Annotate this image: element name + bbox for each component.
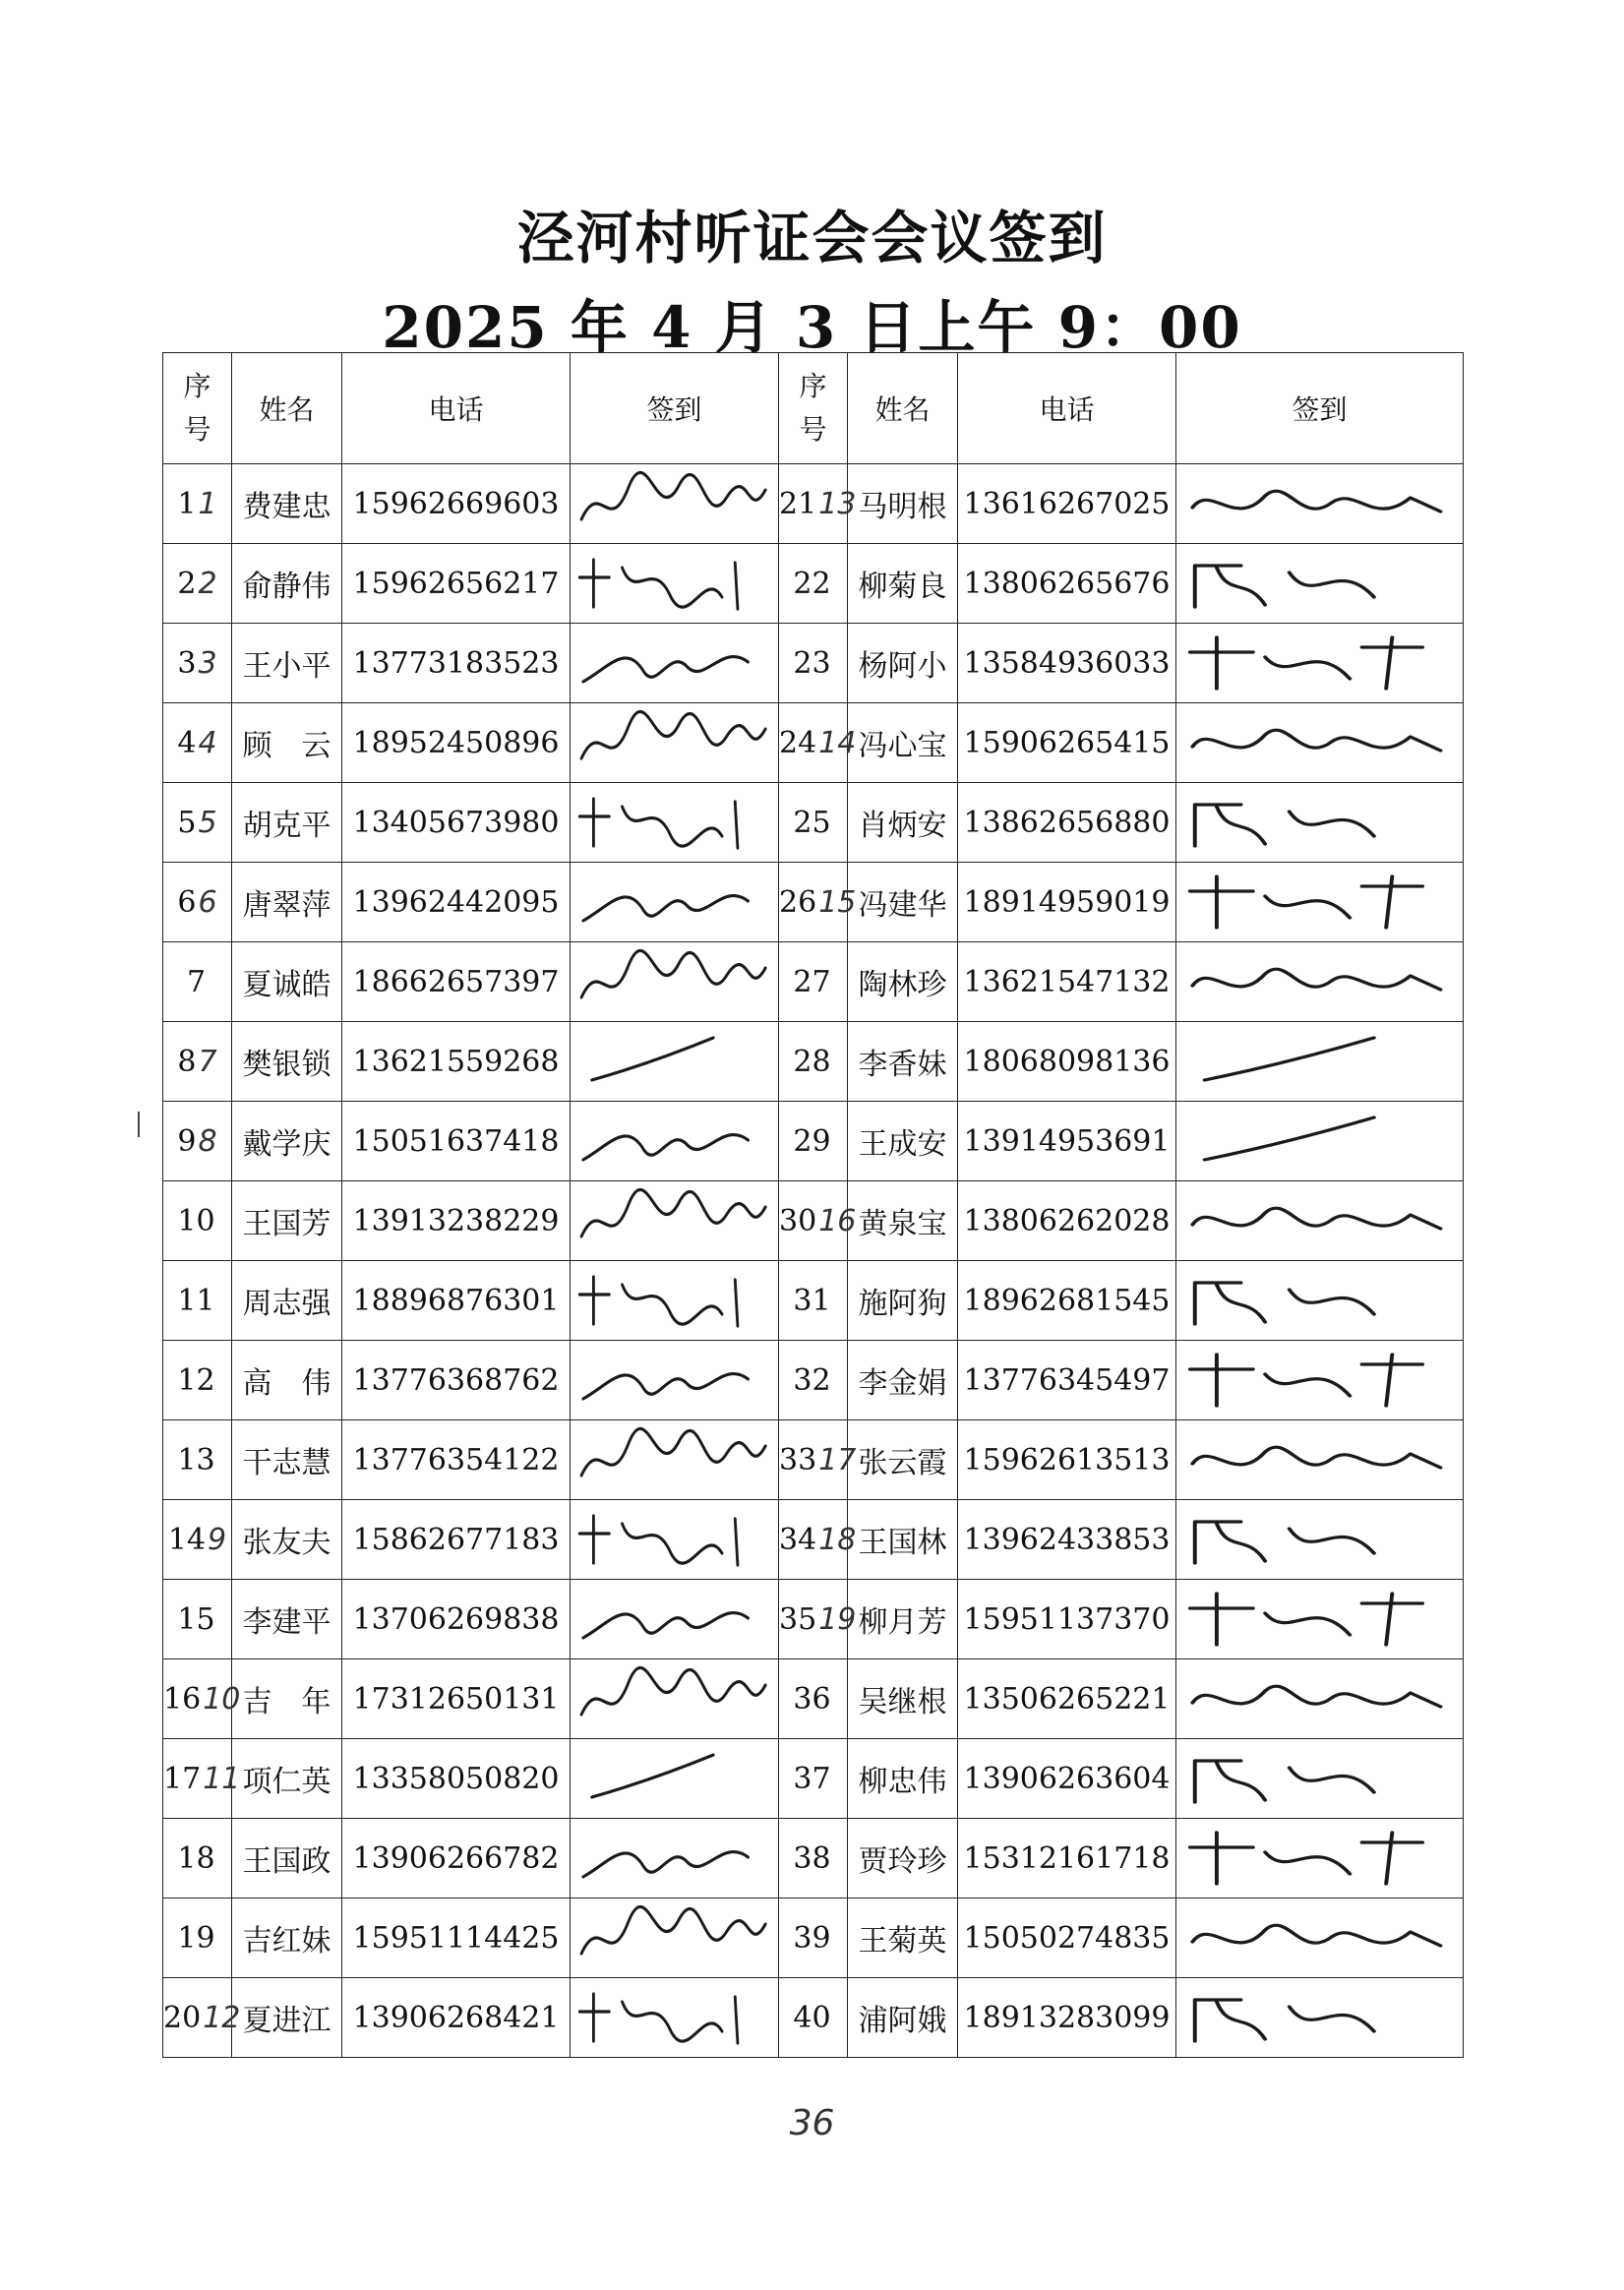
table-row — [163, 1022, 1464, 1102]
seq-cell — [779, 783, 848, 863]
seq-number: 12 — [177, 1362, 215, 1398]
handwritten-signature — [1180, 1743, 1459, 1814]
seq-number: 10 — [177, 1203, 215, 1238]
page-number: 36 — [789, 2103, 835, 2143]
seq-number: 7 — [186, 964, 207, 999]
handwritten-count-mark: 17 — [818, 1442, 857, 1477]
table-row — [163, 1819, 1464, 1898]
absent-dash-mark — [1180, 1026, 1459, 1097]
header-name: 姓名 — [232, 353, 342, 464]
handwritten-count-mark: 8 — [198, 1123, 217, 1159]
name-cell: 高 伟 — [232, 1341, 342, 1420]
handwritten-signature — [574, 1345, 774, 1416]
name-cell: 柳忠伟 — [848, 1739, 958, 1819]
phone-cell: 18962681545 — [958, 1261, 1176, 1341]
name-cell: 王国政 — [232, 1819, 342, 1898]
signature-cell — [571, 703, 779, 783]
name-cell: 马明根 — [848, 464, 958, 544]
seq-number: 31 — [793, 1283, 831, 1318]
seq-cell — [779, 1819, 848, 1898]
handwritten-signature — [1180, 1823, 1459, 1894]
seq-cell — [163, 544, 232, 624]
absent-dash-mark — [1180, 1106, 1459, 1176]
handwritten-signature — [1180, 1902, 1459, 1973]
seq-number: 24 — [779, 725, 817, 760]
seq-number: 38 — [793, 1840, 831, 1876]
handwritten-signature — [1180, 1265, 1459, 1336]
seq-number: 9 — [177, 1123, 197, 1159]
seq-number: 4 — [177, 725, 197, 760]
header-seq-right-line-1: 序 — [799, 370, 827, 402]
name-cell: 吉红妹 — [232, 1898, 342, 1978]
seq-number: 19 — [177, 1920, 215, 1956]
seq-cell — [779, 1978, 848, 2058]
phone-cell: 13914953691 — [958, 1102, 1176, 1181]
seq-number: 17 — [163, 1761, 202, 1796]
phone-cell: 15312161718 — [958, 1819, 1176, 1898]
handwritten-signature — [574, 787, 774, 858]
seq-number: 1 — [177, 486, 197, 521]
handwritten-count-mark: 4 — [198, 725, 217, 760]
seq-cell — [779, 1341, 848, 1420]
table-row — [163, 942, 1464, 1022]
handwritten-count-mark: 19 — [818, 1601, 857, 1637]
seq-cell — [779, 1898, 848, 1978]
seq-number: 21 — [779, 486, 817, 521]
signature-cell — [571, 544, 779, 624]
seq-cell — [163, 1819, 232, 1898]
absent-dash-mark — [574, 1743, 774, 1814]
signature-cell — [571, 1181, 779, 1261]
handwritten-count-mark: 6 — [198, 884, 217, 920]
phone-cell: 15962613513 — [958, 1420, 1176, 1500]
table-row — [163, 783, 1464, 863]
seq-number: 27 — [793, 964, 831, 999]
phone-cell: 15906265415 — [958, 703, 1176, 783]
table-row — [163, 1500, 1464, 1580]
signature-cell — [571, 863, 779, 942]
header-seq-right — [779, 353, 848, 464]
seq-cell — [779, 703, 857, 783]
phone-cell: 18896876301 — [342, 1261, 571, 1341]
seq-cell — [163, 1898, 232, 1978]
seq-number: 34 — [779, 1522, 817, 1557]
phone-cell: 13806265676 — [958, 544, 1176, 624]
name-cell: 施阿狗 — [848, 1261, 958, 1341]
phone-cell: 13906268421 — [342, 1978, 571, 2058]
handwritten-count-mark: 11 — [203, 1761, 241, 1796]
header-seq-line-2: 号 — [183, 413, 211, 446]
signature-cell — [1176, 863, 1464, 942]
phone-cell: 17312650131 — [342, 1659, 571, 1739]
seq-number: 22 — [793, 566, 831, 601]
seq-cell — [163, 1261, 232, 1341]
seq-cell — [163, 703, 232, 783]
seq-number: 15 — [177, 1601, 215, 1637]
name-cell: 戴学庆 — [232, 1102, 342, 1181]
table-row — [163, 1739, 1464, 1819]
handwritten-signature — [1180, 1663, 1459, 1734]
seq-cell — [779, 942, 848, 1022]
signature-cell — [1176, 544, 1464, 624]
table-row — [163, 1261, 1464, 1341]
name-cell: 王小平 — [232, 624, 342, 703]
signature-cell — [1176, 1978, 1464, 2058]
seq-cell — [779, 1580, 857, 1659]
phone-cell: 15962669603 — [342, 464, 571, 544]
seq-cell — [779, 464, 857, 544]
signature-cell — [1176, 783, 1464, 863]
handwritten-signature — [574, 1823, 774, 1894]
signature-cell — [1176, 1420, 1464, 1500]
name-cell: 唐翠萍 — [232, 863, 342, 942]
seq-number: 25 — [793, 805, 831, 840]
phone-cell: 13776368762 — [342, 1341, 571, 1420]
sign-in-table — [162, 352, 1464, 2058]
table-row — [163, 544, 1464, 624]
handwritten-signature — [574, 468, 774, 539]
name-cell: 浦阿娥 — [848, 1978, 958, 2058]
seq-number: 23 — [793, 645, 831, 681]
signature-cell — [571, 1022, 779, 1102]
header-phone-right: 电话 — [958, 353, 1176, 464]
seq-cell — [779, 1420, 857, 1500]
seq-cell — [779, 624, 848, 703]
seq-number: 36 — [793, 1681, 831, 1717]
handwritten-signature — [1180, 1504, 1459, 1575]
handwritten-signature — [574, 946, 774, 1017]
seq-cell — [779, 1022, 848, 1102]
seq-cell — [163, 1978, 241, 2058]
signature-cell — [1176, 1261, 1464, 1341]
handwritten-count-mark: 18 — [818, 1522, 857, 1557]
phone-cell: 15951114425 — [342, 1898, 571, 1978]
seq-number: 18 — [177, 1840, 215, 1876]
signature-cell — [1176, 1739, 1464, 1819]
phone-cell: 13906263604 — [958, 1739, 1176, 1819]
seq-cell — [163, 1341, 232, 1420]
seq-cell — [779, 1500, 857, 1580]
handwritten-signature — [1180, 1982, 1459, 2053]
signature-cell — [571, 1102, 779, 1181]
seq-number: 5 — [177, 805, 197, 840]
seq-number: 29 — [793, 1123, 831, 1159]
name-cell: 黄泉宝 — [848, 1181, 958, 1261]
handwritten-signature — [574, 707, 774, 778]
handwritten-signature — [1180, 628, 1459, 698]
phone-cell: 13806262028 — [958, 1181, 1176, 1261]
phone-cell: 15050274835 — [958, 1898, 1176, 1978]
phone-cell: 15951137370 — [958, 1580, 1176, 1659]
handwritten-signature — [574, 1185, 774, 1256]
name-cell: 张友夫 — [232, 1500, 342, 1580]
phone-cell: 13358050820 — [342, 1739, 571, 1819]
name-cell: 冯心宝 — [848, 703, 958, 783]
seq-cell — [163, 624, 232, 703]
handwritten-count-mark: 3 — [198, 645, 217, 681]
header-seq-right-line-2: 号 — [799, 413, 827, 446]
seq-cell — [779, 1739, 848, 1819]
handwritten-signature — [1180, 1345, 1459, 1416]
handwritten-signature — [574, 1265, 774, 1336]
name-cell: 王国芳 — [232, 1181, 342, 1261]
name-cell: 贾玲珍 — [848, 1819, 958, 1898]
seq-cell — [163, 1102, 232, 1181]
seq-number: 3 — [177, 645, 197, 681]
handwritten-signature — [574, 1106, 774, 1176]
table-row — [163, 703, 1464, 783]
signature-cell — [1176, 624, 1464, 703]
name-cell: 胡克平 — [232, 783, 342, 863]
signature-cell — [1176, 1181, 1464, 1261]
table-row — [163, 1898, 1464, 1978]
name-cell: 李香妹 — [848, 1022, 958, 1102]
seq-cell — [779, 1659, 848, 1739]
phone-cell: 13584936033 — [958, 624, 1176, 703]
seq-number: 28 — [793, 1044, 831, 1079]
header-seq — [163, 353, 232, 464]
handwritten-signature — [574, 548, 774, 619]
seq-number: 2 — [177, 566, 197, 601]
handwritten-signature — [574, 1982, 774, 2053]
page-title: 泾河村听证会会议签到 — [516, 205, 1108, 271]
seq-cell — [163, 1659, 241, 1739]
seq-cell — [779, 1181, 857, 1261]
name-cell: 费建忠 — [232, 464, 342, 544]
name-cell: 冯建华 — [848, 863, 958, 942]
seq-cell — [163, 942, 232, 1022]
table-row — [163, 464, 1464, 544]
name-cell: 柳月芳 — [848, 1580, 958, 1659]
phone-cell: 18662657397 — [342, 942, 571, 1022]
signature-cell — [571, 1261, 779, 1341]
handwritten-signature — [1180, 468, 1459, 539]
phone-cell: 13621547132 — [958, 942, 1176, 1022]
name-cell: 干志慧 — [232, 1420, 342, 1500]
signature-cell — [1176, 1580, 1464, 1659]
phone-cell: 18914959019 — [958, 863, 1176, 942]
signature-cell — [1176, 1102, 1464, 1181]
seq-cell — [163, 1420, 232, 1500]
signature-cell — [571, 1739, 779, 1819]
name-cell: 樊银锁 — [232, 1022, 342, 1102]
handwritten-signature — [574, 1663, 774, 1734]
seq-cell — [163, 783, 232, 863]
handwritten-signature — [1180, 1424, 1459, 1495]
seq-number: 13 — [177, 1442, 215, 1477]
phone-cell: 13621559268 — [342, 1022, 571, 1102]
seq-number: 26 — [779, 884, 817, 920]
stray-pen-mark — [138, 1112, 140, 1137]
signature-cell — [571, 1420, 779, 1500]
absent-dash-mark — [574, 1026, 774, 1097]
signature-cell — [1176, 942, 1464, 1022]
name-cell: 王成安 — [848, 1102, 958, 1181]
handwritten-count-mark: 7 — [198, 1044, 217, 1079]
table-row — [163, 1102, 1464, 1181]
signature-cell — [571, 464, 779, 544]
seq-number: 40 — [793, 2000, 831, 2035]
handwritten-signature — [574, 1424, 774, 1495]
signature-cell — [1176, 464, 1464, 544]
name-cell: 李建平 — [232, 1580, 342, 1659]
header-name-right: 姓名 — [848, 353, 958, 464]
signature-cell — [571, 1580, 779, 1659]
name-cell: 吴继根 — [848, 1659, 958, 1739]
table-row — [163, 1659, 1464, 1739]
phone-cell: 13776345497 — [958, 1341, 1176, 1420]
seq-cell — [163, 1739, 241, 1819]
table-row — [163, 1580, 1464, 1659]
handwritten-count-mark: 2 — [198, 566, 217, 601]
seq-number: 16 — [163, 1681, 202, 1717]
phone-cell: 18068098136 — [958, 1022, 1176, 1102]
seq-cell — [163, 1022, 232, 1102]
seq-cell — [163, 863, 232, 942]
name-cell: 吉 年 — [232, 1659, 342, 1739]
handwritten-count-mark: 10 — [203, 1681, 241, 1717]
table-row — [163, 1978, 1464, 2058]
signature-cell — [571, 624, 779, 703]
name-cell: 俞静伟 — [232, 544, 342, 624]
seq-number: 14 — [167, 1522, 207, 1557]
name-cell: 夏诚皓 — [232, 942, 342, 1022]
phone-cell: 13506265221 — [958, 1659, 1176, 1739]
seq-number: 37 — [793, 1761, 831, 1796]
handwritten-count-mark: 5 — [198, 805, 217, 840]
seq-number: 8 — [177, 1044, 197, 1079]
header-seq-line-1: 序 — [183, 370, 211, 402]
signature-cell — [571, 783, 779, 863]
seq-number: 35 — [779, 1601, 817, 1637]
signature-cell — [571, 1978, 779, 2058]
seq-number: 20 — [163, 2000, 202, 2035]
seq-cell — [163, 1580, 232, 1659]
phone-cell: 13773183523 — [342, 624, 571, 703]
signature-cell — [571, 942, 779, 1022]
seq-cell — [779, 544, 848, 624]
handwritten-signature — [574, 1584, 774, 1655]
phone-cell: 15051637418 — [342, 1102, 571, 1181]
signature-cell — [1176, 1022, 1464, 1102]
name-cell: 肖炳安 — [848, 783, 958, 863]
handwritten-count-mark: 14 — [818, 725, 857, 760]
signature-cell — [1176, 1341, 1464, 1420]
seq-cell — [779, 1261, 848, 1341]
handwritten-signature — [574, 1504, 774, 1575]
phone-cell: 13906266782 — [342, 1819, 571, 1898]
handwritten-count-mark: 15 — [818, 884, 857, 920]
signature-cell — [571, 1341, 779, 1420]
table-header-row — [163, 353, 1464, 464]
seq-number: 30 — [779, 1203, 817, 1238]
table-row — [163, 1420, 1464, 1500]
seq-number: 11 — [177, 1283, 215, 1318]
seq-cell — [779, 1102, 848, 1181]
name-cell: 顾 云 — [232, 703, 342, 783]
name-cell: 周志强 — [232, 1261, 342, 1341]
seq-cell — [779, 863, 857, 942]
signature-cell — [1176, 1500, 1464, 1580]
header-sign: 签到 — [571, 353, 779, 464]
signature-cell — [1176, 1659, 1464, 1739]
phone-cell: 13706269838 — [342, 1580, 571, 1659]
seq-cell — [163, 1500, 232, 1580]
handwritten-signature — [1180, 1185, 1459, 1256]
seq-cell — [163, 1181, 232, 1261]
table-row — [163, 624, 1464, 703]
seq-number: 33 — [779, 1442, 817, 1477]
signature-cell — [571, 1500, 779, 1580]
table-row — [163, 1181, 1464, 1261]
phone-cell: 13776354122 — [342, 1420, 571, 1500]
handwritten-signature — [1180, 787, 1459, 858]
header-sign-right: 签到 — [1176, 353, 1464, 464]
handwritten-count-mark: 1 — [198, 486, 217, 521]
handwritten-signature — [574, 1902, 774, 1973]
seq-number: 6 — [177, 884, 197, 920]
handwritten-count-mark: 16 — [818, 1203, 857, 1238]
name-cell: 项仁英 — [232, 1739, 342, 1819]
phone-cell: 18913283099 — [958, 1978, 1176, 2058]
signature-cell — [1176, 1819, 1464, 1898]
signature-cell — [571, 1898, 779, 1978]
handwritten-signature — [1180, 1584, 1459, 1655]
handwritten-count-mark: 12 — [203, 2000, 241, 2035]
header-phone: 电话 — [342, 353, 571, 464]
phone-cell: 15962656217 — [342, 544, 571, 624]
name-cell: 王菊英 — [848, 1898, 958, 1978]
phone-cell: 18952450896 — [342, 703, 571, 783]
phone-cell: 13405673980 — [342, 783, 571, 863]
handwritten-count-mark: 9 — [208, 1522, 227, 1557]
name-cell: 柳菊良 — [848, 544, 958, 624]
seq-number: 39 — [793, 1920, 831, 1956]
signature-cell — [571, 1819, 779, 1898]
phone-cell: 13913238229 — [342, 1181, 571, 1261]
seq-number: 32 — [793, 1362, 831, 1398]
phone-cell: 15862677183 — [342, 1500, 571, 1580]
signature-cell — [1176, 1898, 1464, 1978]
name-cell: 夏进江 — [232, 1978, 342, 2058]
name-cell: 杨阿小 — [848, 624, 958, 703]
name-cell: 王国林 — [848, 1500, 958, 1580]
signature-cell — [571, 1659, 779, 1739]
handwritten-signature — [1180, 707, 1459, 778]
phone-cell: 13962442095 — [342, 863, 571, 942]
phone-cell: 13862656880 — [958, 783, 1176, 863]
name-cell: 李金娟 — [848, 1341, 958, 1420]
name-cell: 陶林珍 — [848, 942, 958, 1022]
page-subtitle: 2025 年 4 月 3 日上午 9：00 — [382, 294, 1242, 361]
phone-cell: 13962433853 — [958, 1500, 1176, 1580]
phone-cell: 13616267025 — [958, 464, 1176, 544]
name-cell: 张云霞 — [848, 1420, 958, 1500]
handwritten-signature — [1180, 548, 1459, 619]
handwritten-count-mark: 13 — [818, 486, 857, 521]
table-row — [163, 863, 1464, 942]
handwritten-signature — [574, 867, 774, 937]
handwritten-signature — [574, 628, 774, 698]
signature-cell — [1176, 703, 1464, 783]
table-row — [163, 1341, 1464, 1420]
handwritten-signature — [1180, 867, 1459, 937]
handwritten-signature — [1180, 946, 1459, 1017]
seq-cell — [163, 464, 232, 544]
